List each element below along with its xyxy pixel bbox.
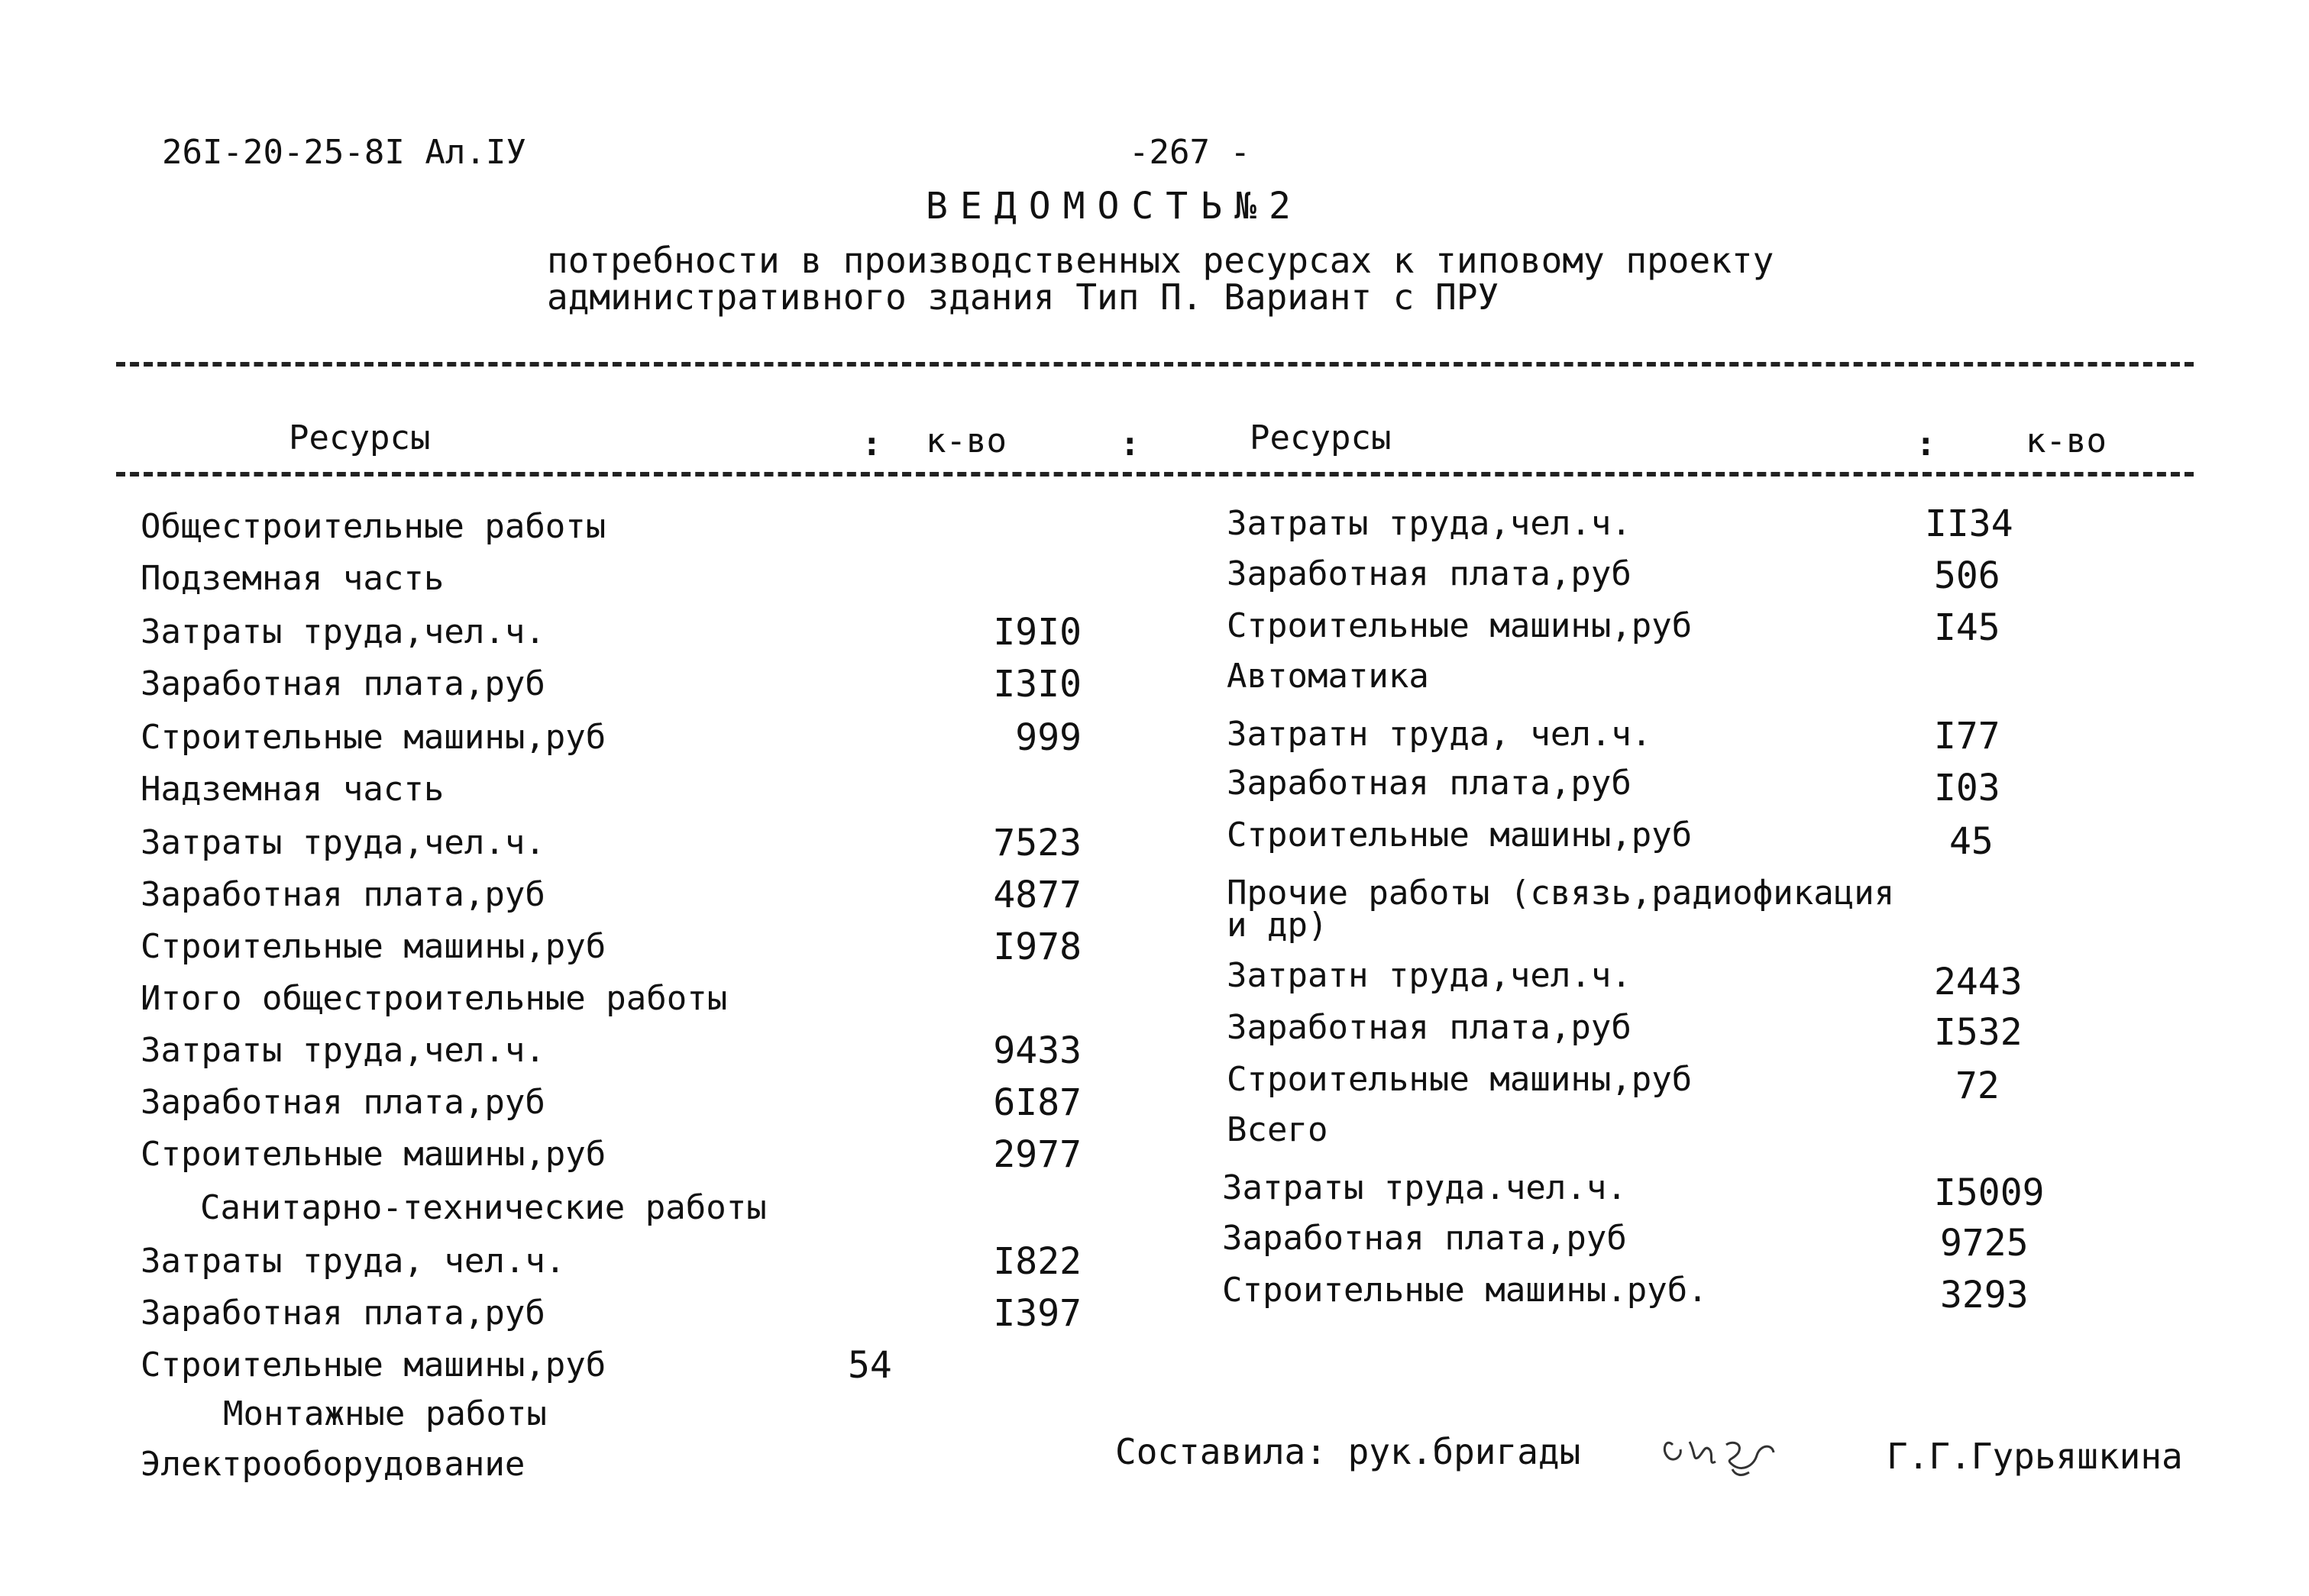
page-number: -267 - [1129, 133, 1250, 172]
left-row-label: Строительные машины,руб [141, 927, 606, 966]
right-row-label: Заработная плата,руб [1222, 1219, 1627, 1258]
left-row-label: Заработная плата,руб [141, 1083, 545, 1122]
left-quantity-header: к-во [926, 422, 1007, 460]
middle-column-separator: : [1120, 425, 1140, 464]
left-row-label: Затраты труда,чел.ч. [141, 823, 545, 862]
left-row-value: 6I87 [993, 1081, 1082, 1124]
left-row-label: Надземная часть [141, 770, 445, 809]
left-resources-header: Ресурсы [289, 418, 431, 457]
left-row-value: I978 [993, 926, 1082, 968]
left-row-label: Строительные машины,руб [141, 1135, 606, 1174]
left-column-separator: : [862, 425, 882, 464]
right-row-label: Заработная плата,руб [1227, 1008, 1631, 1047]
right-resources-header: Ресурсы [1250, 418, 1392, 457]
handwritten-signature [1659, 1422, 1789, 1483]
left-row-label: Затраты труда,чел.ч. [141, 1031, 545, 1070]
right-row-value: I77 [1934, 715, 2000, 758]
right-row-value: 3293 [1940, 1274, 2029, 1317]
right-row-label: Всего [1227, 1110, 1328, 1149]
right-row-label: Затраты труда.чел.ч. [1222, 1168, 1627, 1207]
left-row-label: Заработная плата,руб [141, 1294, 545, 1333]
left-row-label: Санитарно-технические работы [200, 1188, 767, 1227]
right-row-value: I45 [1934, 606, 2000, 649]
left-row-label: Подземная часть [141, 559, 445, 598]
document-subtitle-line2: административного здания Тип П. Вариант с ПРУ [547, 276, 1499, 318]
left-row-value: I822 [993, 1240, 1082, 1283]
left-row-value: 2977 [993, 1133, 1082, 1176]
left-row-value: 9433 [993, 1029, 1082, 1072]
left-row-value: 7523 [993, 822, 1082, 864]
right-row-label: Заработная плата,руб [1227, 764, 1631, 803]
left-row-value: I9I0 [993, 611, 1082, 654]
document-title: ВЕДОМОСТЬ№2 [926, 185, 1303, 228]
left-row-label: Общестроительные работы [141, 507, 606, 546]
left-row-value: I397 [993, 1292, 1082, 1335]
right-row-value: 72 [1955, 1065, 2000, 1107]
signer-name: Г.Г.Гурьяшкина [1887, 1436, 2183, 1477]
right-row-label: Строительные машины,руб [1227, 606, 1693, 645]
right-row-label: Заработная плата,руб [1227, 554, 1631, 593]
right-row-label: Строительные машины.руб. [1222, 1271, 1708, 1310]
right-row-label: и др) [1227, 906, 1328, 945]
right-column-separator: : [1916, 425, 1936, 464]
right-row-label: Автоматика [1227, 657, 1429, 696]
document-subtitle-line1: потребности в производственных ресурсах к типовому проекту [547, 240, 1774, 281]
right-row-value: 2443 [1934, 961, 2023, 1003]
left-row-value: 4877 [993, 874, 1082, 916]
left-row-label: Строительные машины,руб [141, 1346, 606, 1384]
left-row-label: Затраты труда,чел.ч. [141, 612, 545, 651]
left-row-label: Электрооборудование [141, 1445, 526, 1484]
left-row-value: 54 [848, 1344, 892, 1387]
top-dashed-rule [116, 362, 2194, 367]
right-row-value: I532 [1934, 1011, 2023, 1054]
right-row-value: II34 [1925, 502, 2013, 545]
header-dashed-rule [116, 472, 2194, 477]
left-row-label: Строительные машины,руб [141, 718, 606, 757]
right-row-label: Затратн труда,чел.ч. [1227, 956, 1631, 995]
right-row-label: Затраты труда,чел.ч. [1227, 504, 1631, 543]
left-row-label: Монтажные работы [223, 1394, 547, 1433]
right-row-value: I03 [1934, 767, 2000, 809]
left-row-label: Заработная плата,руб [141, 875, 545, 914]
right-row-value: 45 [1949, 820, 1994, 863]
right-row-value: I5009 [1934, 1171, 2045, 1214]
right-quantity-header: к-во [2026, 422, 2107, 460]
right-row-value: 506 [1934, 554, 2000, 597]
right-row-label: Строительные машины,руб [1227, 1060, 1693, 1099]
right-row-label: Строительные машины,руб [1227, 816, 1693, 855]
left-row-label: Итого общестроительные работы [141, 979, 728, 1018]
right-row-label: Затратн труда, чел.ч. [1227, 715, 1652, 754]
left-row-value: 999 [1015, 716, 1082, 759]
compiled-by-label: Составила: рук.бригады [1115, 1431, 1581, 1472]
right-row-value: 9725 [1940, 1222, 2029, 1265]
left-row-label: Затраты труда, чел.ч. [141, 1242, 566, 1281]
left-row-value: I3I0 [993, 663, 1082, 706]
right-row-label: Прочие работы (связь,радиофикация [1227, 874, 1895, 913]
left-row-label: Заработная плата,руб [141, 664, 545, 703]
document-code: 26I-20-25-8I Ал.IУ [162, 133, 526, 172]
